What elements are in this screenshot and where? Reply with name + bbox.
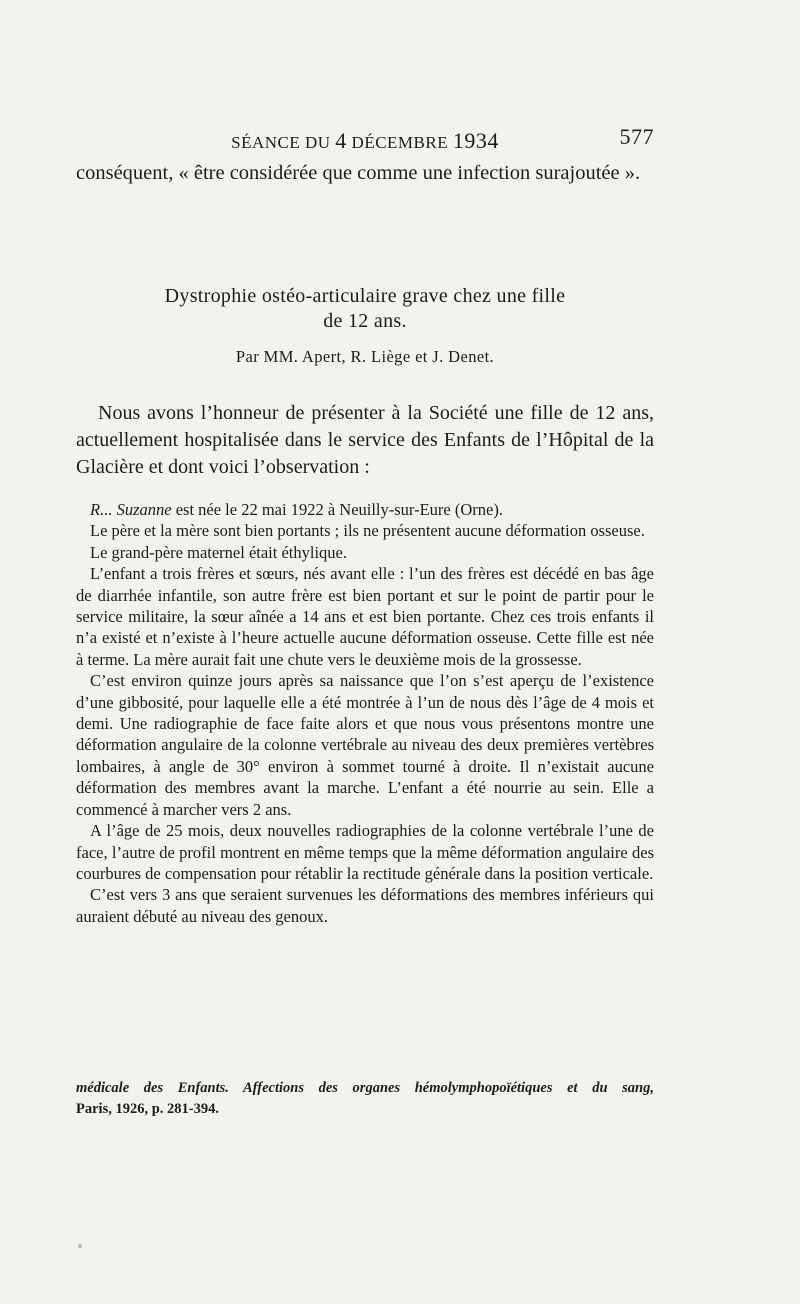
footnote-pages: Paris, 1926, p. 281-394. [76, 1101, 219, 1117]
observation-paragraph-1 [76, 499, 654, 520]
page-number: 577 [619, 124, 654, 149]
observation-paragraph-4: L’enfant a trois frères et sœurs, nés avant elle : l’un des frères est décédé en bas âge de diarrhée infantile, son autre frère est bien portant et sur le point de partir pour le service militaire, la sœur aînée a 14 ans et est bien portante. Chez ces trois enfants il n’a existé et n’existe à l’heure actuelle aucune déformation osseuse. Cette fille est née à terme. La mère aurait fait une chute vers le deuxième mois de la grossesse. [76, 564, 654, 669]
article-title-line1: Dystrophie ostéo-articulaire grave chez une fille [164, 285, 566, 307]
header-session-date [76, 128, 654, 154]
intro-paragraph [76, 400, 654, 481]
article-title [76, 284, 654, 334]
footnote [76, 1078, 654, 1120]
header-year: 1934 [452, 128, 499, 153]
intro-text: Nous avons l’honneur de présenter à la Société une fille de 12 ans, actuellement hospitalisée dans le service des Enfants de l’Hôpital de la Glacière et dont voici l’observation : [76, 402, 654, 478]
header-month: DÉCEMBRE [351, 133, 449, 152]
observation-text [76, 499, 654, 927]
article-title-line2: de 12 ans. [323, 310, 407, 332]
observation-paragraph-5: C’est environ quinze jours après sa naissance que l’on s’est aperçu de l’existence d’une gibbosité, pour laquelle elle a été montrée à l’un de nous dès l’âge de 4 mois et demi. Une radiographie de face faite alors et que nous vous présentons montre une déformation angulaire de la colonne vertébrale au niveau des deux premières vertèbres lombaires, à angle de 30° environ à sommet tourné à droite. Il n’existait aucune déformation des membres avant la marche. L’enfant a été nourrie au sein. Elle a commencé à marcher vers 2 ans. [76, 671, 654, 819]
footnote-citation: médicale des Enfants. Affections des organes hémolymphopoïétiques et du sang, [76, 1080, 654, 1096]
paper-speck [78, 1244, 82, 1248]
header-session-label: SÉANCE DU [231, 133, 331, 152]
header-day: 4 [335, 128, 347, 153]
patient-name: R... Suzanne [90, 500, 172, 519]
observation-paragraph-7: C’est vers 3 ans que seraient survenues les déformations des membres inférieurs qui auraient débuté au niveau des genoux. [76, 885, 654, 926]
observation-p1-text: est née le 22 mai 1922 à Neuilly-sur-Eure (Orne). [171, 500, 503, 519]
article-authors: Par MM. Apert, R. Liège et J. Denet. [235, 347, 495, 366]
running-header [76, 124, 654, 154]
observation-paragraph-3: Le grand-père maternel était éthylique. [90, 542, 347, 562]
observation-paragraph-2: Le père et la mère sont bien portants ; ils ne présentent aucune déformation osseuse. [90, 521, 645, 541]
observation-paragraph-6: A l’âge de 25 mois, deux nouvelles radiographies de la colonne vertébrale l’une de face, l’autre de profil montrent en même temps que la même déformation angulaire des courbures de compensation pour rétablir la rectitude générale dans la position verticale. [76, 821, 654, 883]
lead-paragraph: conséquent, « être considérée que comme une infection surajoutée ». [76, 162, 641, 184]
